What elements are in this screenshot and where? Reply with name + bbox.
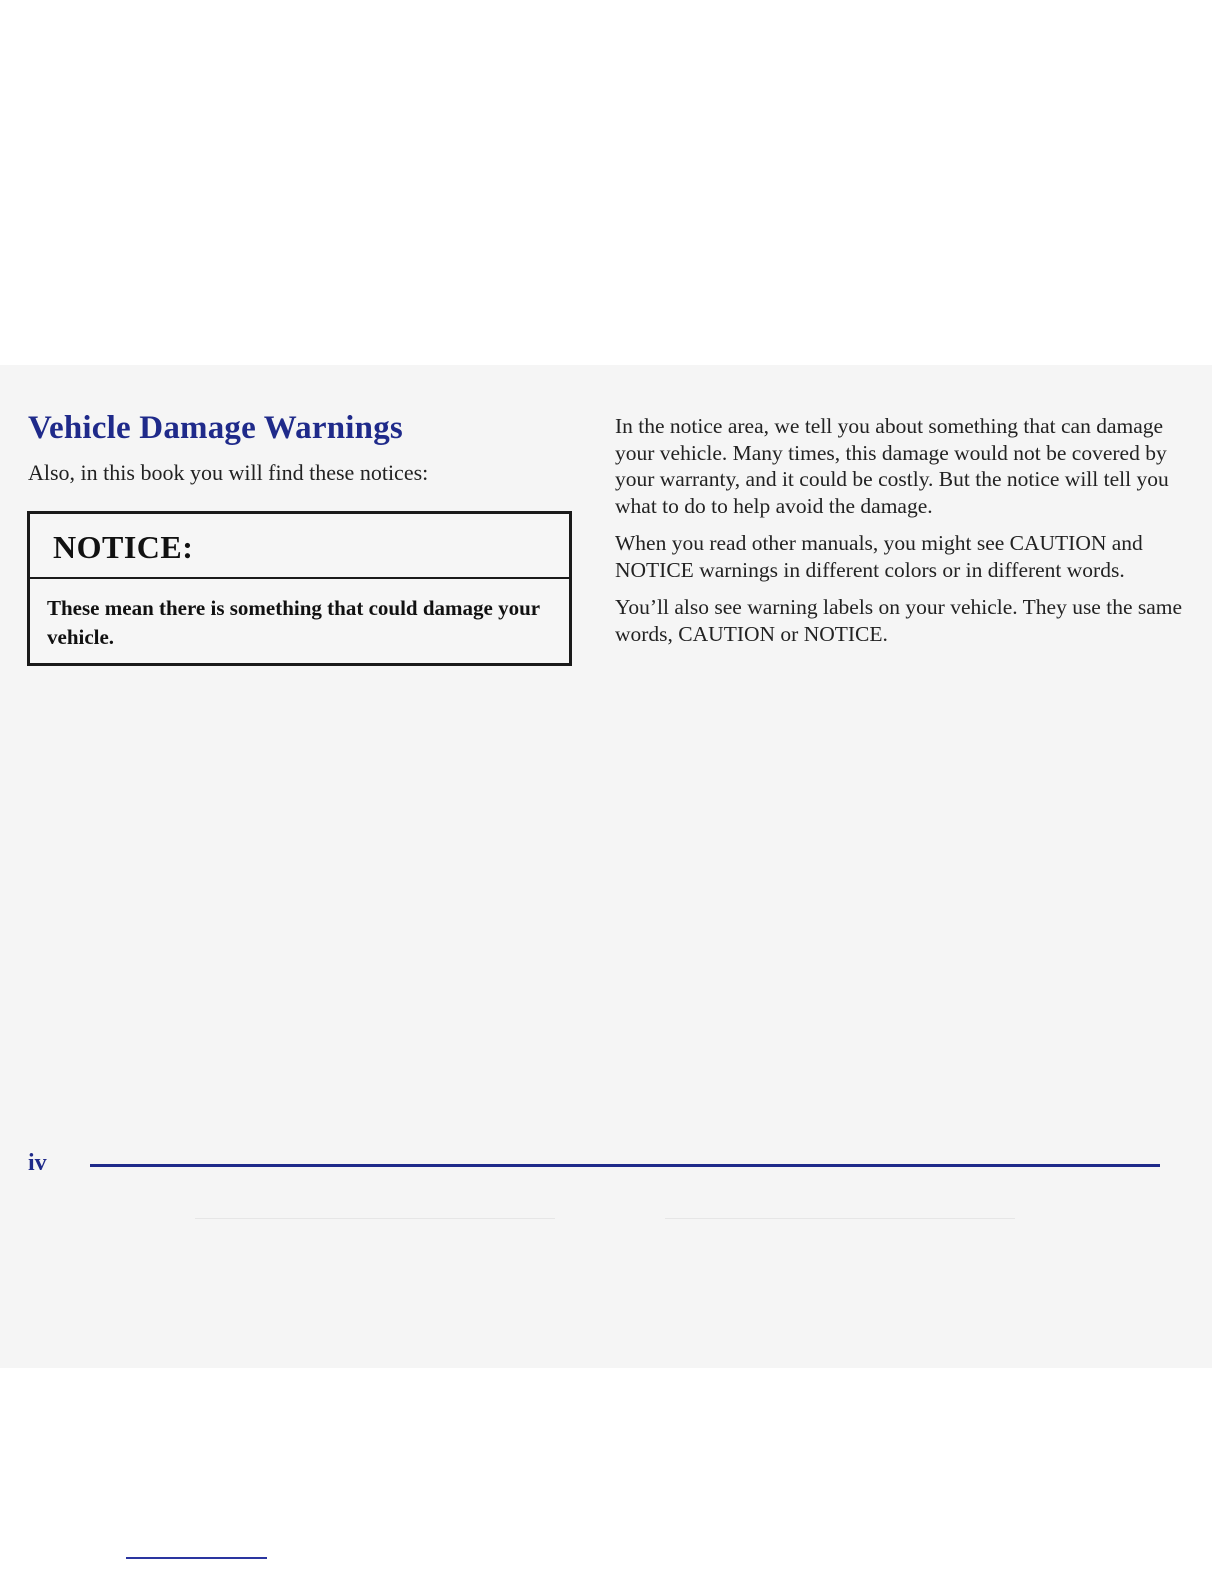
faint-divider-left (195, 1218, 555, 1219)
paragraph-warning-labels: You’ll also see warning labels on your vehicle. They use the same words, CAUTION or NOTICE. (615, 595, 1183, 646)
notice-box (27, 511, 572, 666)
faint-divider-right (665, 1218, 1015, 1219)
right-column (615, 413, 1185, 658)
paragraph-other-manuals: When you read other manuals, you might see CAUTION and NOTICE warnings in different colors or in different words. (615, 531, 1143, 582)
notice-divider (30, 577, 569, 579)
bottom-rule (126, 1557, 267, 1559)
notice-title: NOTICE: (53, 529, 194, 565)
paragraph-notice-area: In the notice area, we tell you about something that can damage your vehicle. Many times, this damage would not be covered by your warranty, and it could be costly. But the notice will tell you what to do to help avoid the damage. (615, 414, 1169, 518)
notice-body: These mean there is something that could damage your vehicle. (47, 596, 540, 649)
page-number: iv (28, 1150, 47, 1176)
footer-rule (90, 1164, 1160, 1167)
section-intro: Also, in this book you will find these notices: (28, 460, 429, 485)
section-heading: Vehicle Damage Warnings (28, 410, 403, 446)
